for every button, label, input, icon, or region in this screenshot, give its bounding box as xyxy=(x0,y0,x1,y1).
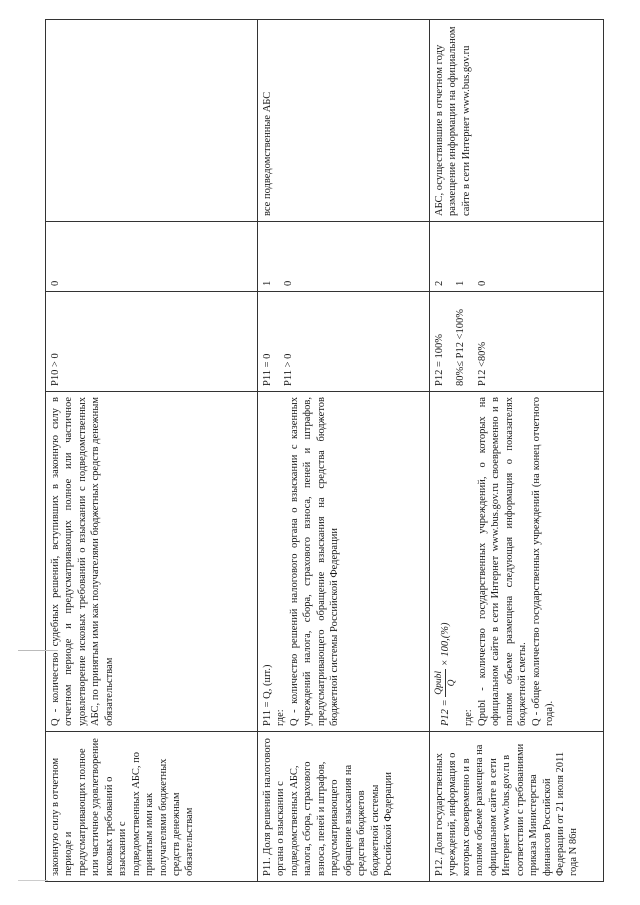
score-value: 1 xyxy=(262,280,273,286)
condition-value: P12 = 100% xyxy=(434,333,445,386)
calculation-description: Qpubl - количество государственных учреждений, о которых на официальном сайте в сети Интернет www.bus.gov.ru своевременно и в полном объеме размещена следующая информация о показателях бюджетной сметы. xyxy=(476,397,529,726)
calculation-description: Q - количество решений налогового органа о взыскании с казенных учреждений налога, сбора, страхового взноса, пеней и штрафов, предусматривающего обращение взыскания на средства бюджетов бюджетной системы Российской Федерации xyxy=(288,397,341,726)
where-label: где: xyxy=(463,709,475,726)
rotated-table-container xyxy=(45,20,603,882)
score-cell xyxy=(430,222,604,292)
indicator-name-cell xyxy=(430,732,604,882)
score-value: 0 xyxy=(50,280,61,286)
formula-denominator: Q xyxy=(447,679,458,687)
where-label: где: xyxy=(275,709,287,726)
score-value: 0 xyxy=(476,280,488,286)
applies-to-cell xyxy=(46,20,258,222)
formula: P11 = Q, (шт.) xyxy=(262,664,273,726)
score-value: 2 xyxy=(434,280,445,286)
condition-value: P11 = 0 xyxy=(262,353,273,386)
score-cell xyxy=(46,222,258,292)
formula-rhs: × 100,(%) xyxy=(440,622,452,667)
score-value: 1 xyxy=(455,280,467,286)
calculation-cell xyxy=(430,392,604,732)
condition-value: P12 <80% xyxy=(476,341,488,386)
indicator-name: P12. Доля государственных учреждений, информация о которых своевременно и в полном объеме размещена на официальном сайте в сети Интернет www.bus.gov.ru в соответствии с требованиями приказа Министерства финансов Российской Федерации от 21 июля 2011 года N 86н xyxy=(434,743,580,876)
indicator-name: законную силу в отчетном периоде и предусматривающих полное или частичное удовлетворение исковых требований о взыскании с подведомственных АБС, по принятым ими как получателями бюджетных средств денежным обязательствам xyxy=(50,738,196,876)
scan-artifact-line xyxy=(18,880,48,881)
scanned-page xyxy=(45,20,603,882)
condition-cell xyxy=(258,292,430,392)
formula-lhs: P12 = xyxy=(440,699,452,726)
score-value: 0 xyxy=(283,280,295,286)
condition-cell xyxy=(430,292,604,392)
calculation-cell xyxy=(46,392,258,732)
calculation-cell xyxy=(258,392,430,732)
indicator-name: P11. Доля решений налогового органа о взыскании с подведомственных АБС, налога, сбора, страхового взноса, пеней и штрафов, предусматривающего обращение взыскания на средства бюджетов бюджетной системы Российской Федерации xyxy=(262,738,394,876)
calculation-description: Q - общее количество государственных учреждений (на конец отчетного года). xyxy=(530,397,555,726)
indicator-name-cell xyxy=(258,732,430,882)
table-row xyxy=(258,20,430,882)
indicators-table xyxy=(45,19,604,882)
condition-value: 80%≤ P12 <100% xyxy=(455,308,467,386)
table-row xyxy=(430,20,604,882)
formula-numerator: Qpubl xyxy=(433,669,446,697)
table-row xyxy=(46,20,258,882)
applies-to-text: АБС, осуществившие в отчетном году размещение информации на официальном сайте в сети Интернет www.bus.gov.ru xyxy=(434,26,472,216)
formula-fraction xyxy=(433,669,458,697)
formula xyxy=(433,397,458,726)
indicator-name-cell xyxy=(46,732,258,882)
applies-to-text: все подведомственные АБС xyxy=(262,91,273,216)
applies-to-cell xyxy=(430,20,604,222)
calculation-description: Q - количество судебных решений, вступивших в законную силу в отчетном периоде и предусматривающих полное или частичное удовлетворение исковых требований о взыскании с подведомственных АБС, по принятым ими как получателями бюджетных средств денежным обязательствам xyxy=(50,397,115,726)
score-cell xyxy=(258,222,430,292)
condition-value: P11 > 0 xyxy=(283,353,295,386)
applies-to-cell xyxy=(258,20,430,222)
condition-value: P10 > 0 xyxy=(50,353,61,386)
scan-artifact-line xyxy=(18,650,58,651)
condition-cell xyxy=(46,292,258,392)
